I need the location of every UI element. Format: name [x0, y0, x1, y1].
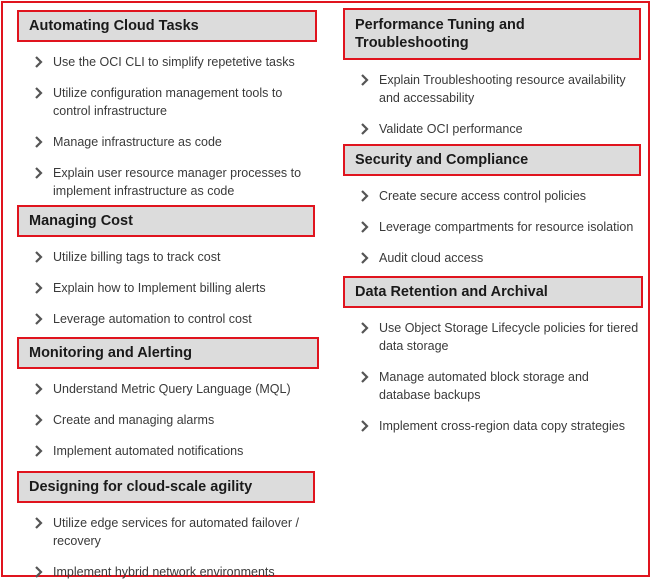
- section-automating-cloud-tasks: [17, 10, 317, 200]
- section-security-and-compliance: [343, 144, 641, 267]
- list-item-text: Create secure access control policies: [379, 189, 587, 203]
- list-item-text: Explain user resource manager processes to implement infrastructure as code: [53, 166, 302, 198]
- list-item-text: Understand Metric Query Language (MQL): [53, 382, 291, 396]
- list-item: [343, 249, 641, 267]
- section-title: Performance Tuning and Troubleshooting: [343, 8, 641, 60]
- list-item: [17, 279, 317, 297]
- list-item: [17, 248, 317, 266]
- chevron-right-icon: [359, 320, 371, 336]
- list-item-text: Audit cloud access: [379, 251, 484, 265]
- list-item: [17, 514, 323, 550]
- chevron-right-icon: [359, 188, 371, 204]
- chevron-right-icon: [33, 134, 45, 150]
- chevron-right-icon: [359, 72, 371, 88]
- chevron-right-icon: [359, 369, 371, 385]
- list-item: [343, 218, 641, 236]
- list-item-text: Leverage automation to control cost: [53, 312, 252, 326]
- list-item: [17, 411, 319, 429]
- list-item: [343, 319, 651, 355]
- list-item-text: Manage infrastructure as code: [53, 135, 222, 149]
- section-title: Security and Compliance: [343, 144, 641, 176]
- list-item: [343, 417, 643, 435]
- list-item-text: Explain how to Implement billing alerts: [53, 281, 266, 295]
- chevron-right-icon: [33, 443, 45, 459]
- section-list: [343, 71, 641, 138]
- list-item-text: Implement automated notifications: [53, 444, 244, 458]
- chevron-right-icon: [359, 121, 371, 137]
- list-item-text: Utilize configuration management tools to control infrastructure: [53, 86, 283, 118]
- list-item-text: Manage automated block storage and database backups: [379, 370, 589, 402]
- chevron-right-icon: [359, 250, 371, 266]
- chevron-right-icon: [33, 412, 45, 428]
- list-item: [343, 71, 641, 107]
- list-item: [17, 380, 319, 398]
- section-title: Data Retention and Archival: [343, 276, 643, 308]
- section-title: Automating Cloud Tasks: [17, 10, 317, 42]
- chevron-right-icon: [33, 381, 45, 397]
- section-title: Designing for cloud-scale agility: [17, 471, 315, 503]
- chevron-right-icon: [33, 564, 45, 580]
- chevron-right-icon: [33, 515, 45, 531]
- list-item-text: Implement hybrid network environments: [53, 565, 275, 579]
- list-item-text: Implement cross-region data copy strategies: [379, 419, 625, 433]
- section-list: [17, 380, 319, 460]
- section-monitoring-and-alerting: [17, 337, 319, 460]
- list-item-text: Explain Troubleshooting resource availability and accessability: [379, 73, 626, 105]
- list-item-text: Utilize edge services for automated failover / recovery: [53, 516, 299, 548]
- chevron-right-icon: [33, 165, 45, 181]
- section-list: [17, 53, 317, 200]
- list-item-text: Validate OCI performance: [379, 122, 523, 136]
- list-item: [17, 133, 317, 151]
- list-item: [17, 442, 319, 460]
- list-item-text: Use Object Storage Lifecycle policies for tiered data storage: [379, 321, 639, 353]
- section-performance-tuning: [343, 8, 641, 138]
- chevron-right-icon: [359, 219, 371, 235]
- section-title: Monitoring and Alerting: [17, 337, 319, 369]
- chevron-right-icon: [359, 418, 371, 434]
- list-item-text: Use the OCI CLI to simplify repetetive tasks: [53, 55, 295, 69]
- list-item: [343, 120, 641, 138]
- list-item: [17, 84, 303, 120]
- section-managing-cost: [17, 205, 317, 328]
- chevron-right-icon: [33, 280, 45, 296]
- section-list: [343, 319, 643, 435]
- list-item: [17, 53, 317, 71]
- list-item: [343, 187, 641, 205]
- list-item: [17, 164, 315, 200]
- list-item-text: Leverage compartments for resource isolation: [379, 220, 634, 234]
- section-title: Managing Cost: [17, 205, 315, 237]
- list-item: [17, 563, 315, 581]
- section-list: [343, 187, 641, 267]
- list-item-text: Create and managing alarms: [53, 413, 215, 427]
- chevron-right-icon: [33, 249, 45, 265]
- content-frame: [1, 1, 650, 577]
- list-item: [17, 310, 317, 328]
- section-data-retention-and-archival: [343, 276, 643, 435]
- section-designing-for-cloud-scale-agility: [17, 471, 315, 581]
- section-list: [17, 248, 317, 328]
- section-list: [17, 514, 315, 581]
- chevron-right-icon: [33, 54, 45, 70]
- list-item-text: Utilize billing tags to track cost: [53, 250, 221, 264]
- chevron-right-icon: [33, 85, 45, 101]
- list-item: [343, 368, 629, 404]
- chevron-right-icon: [33, 311, 45, 327]
